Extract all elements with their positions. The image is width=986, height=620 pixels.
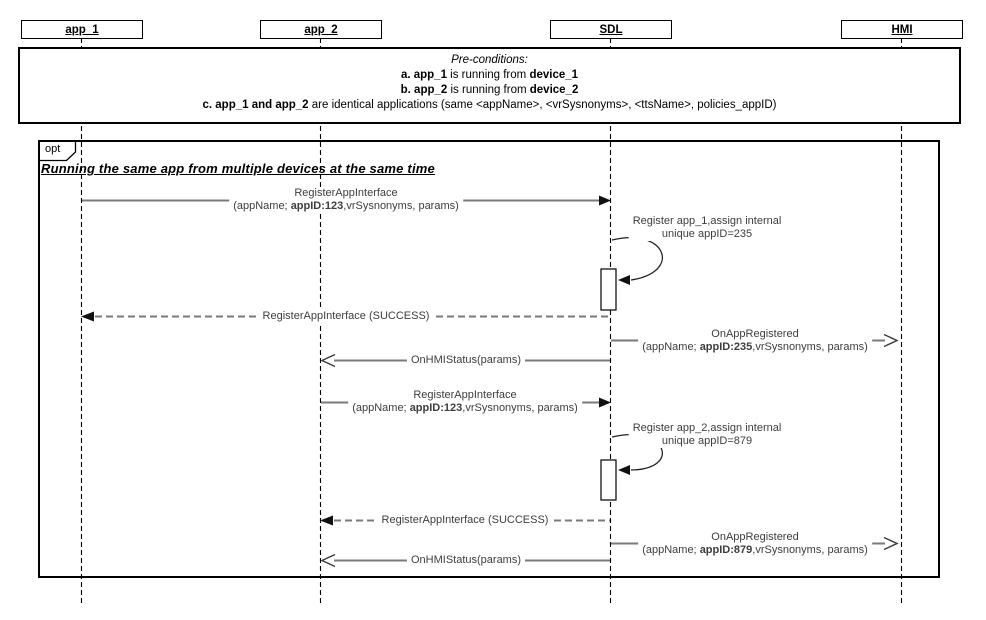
participant-hmi-label: HMI [891, 23, 913, 36]
arrowhead-on-hmi-status-1 [322, 355, 335, 367]
opt-operator-label: opt [45, 143, 61, 155]
participant-sdl [550, 20, 672, 39]
participant-app-2 [260, 20, 382, 39]
activation-bar-2 [601, 460, 616, 500]
message-label-register-app1: RegisterAppInterface (appName; appID:123,vrSysnonyms, params) [229, 187, 463, 213]
message-label-on-app-registered-2: OnAppRegistered (appName; appID:879,vrSysnonyms, params) [638, 531, 872, 557]
arrowhead-self-1 [618, 275, 630, 285]
preconditions-box [18, 47, 961, 124]
participant-app-1-label: app_1 [65, 23, 99, 36]
message-label-register-app2: RegisterAppInterface (appName; appID:123,vrSysnonyms, params) [348, 389, 582, 415]
message-label-on-hmi-status-1: OnHMIStatus(params) [407, 354, 525, 367]
arrowhead-register-app1 [599, 196, 611, 206]
note-register-app2: Register app_2,assign internal unique appID=879 [629, 422, 786, 448]
arrowhead-success-app2 [320, 516, 333, 526]
arrowhead-on-app-registered-2 [884, 538, 897, 550]
precondition-item-b: b. app_2 is running from device_2 [400, 84, 579, 96]
preconditions-title: Pre-conditions: [451, 54, 528, 66]
message-label-success-app2: RegisterAppInterface (SUCCESS) [378, 514, 553, 527]
arrowhead-on-hmi-status-2 [322, 555, 335, 567]
message-label-on-app-registered-1: OnAppRegistered (appName; appID:235,vrSysnonyms, params) [638, 328, 872, 354]
participant-sdl-label: SDL [599, 23, 623, 36]
arrowhead-on-app-registered-1 [884, 335, 897, 347]
opt-title: Running the same app from multiple devices at the same time [41, 161, 435, 176]
participant-app-1 [21, 20, 143, 39]
arrowhead-register-app2 [599, 398, 611, 408]
precondition-item-c: c. app_1 and app_2 are identical applications (same <appName>, <vrSysnonyms>, <ttsName>, policies_appID) [202, 99, 777, 111]
activation-bar-1 [601, 269, 616, 310]
precondition-item-a: a. app_1 is running from device_1 [400, 69, 579, 81]
message-label-success-app1: RegisterAppInterface (SUCCESS) [259, 310, 434, 323]
arrowhead-self-2 [618, 465, 630, 475]
message-label-on-hmi-status-2: OnHMIStatus(params) [407, 554, 525, 567]
self-message-arrow-1 [612, 238, 662, 280]
arrowhead-success-app1 [81, 312, 94, 322]
note-register-app1: Register app_1,assign internal unique appID=235 [629, 215, 786, 241]
participant-app-2-label: app_2 [304, 23, 338, 36]
participant-hmi [841, 20, 963, 39]
